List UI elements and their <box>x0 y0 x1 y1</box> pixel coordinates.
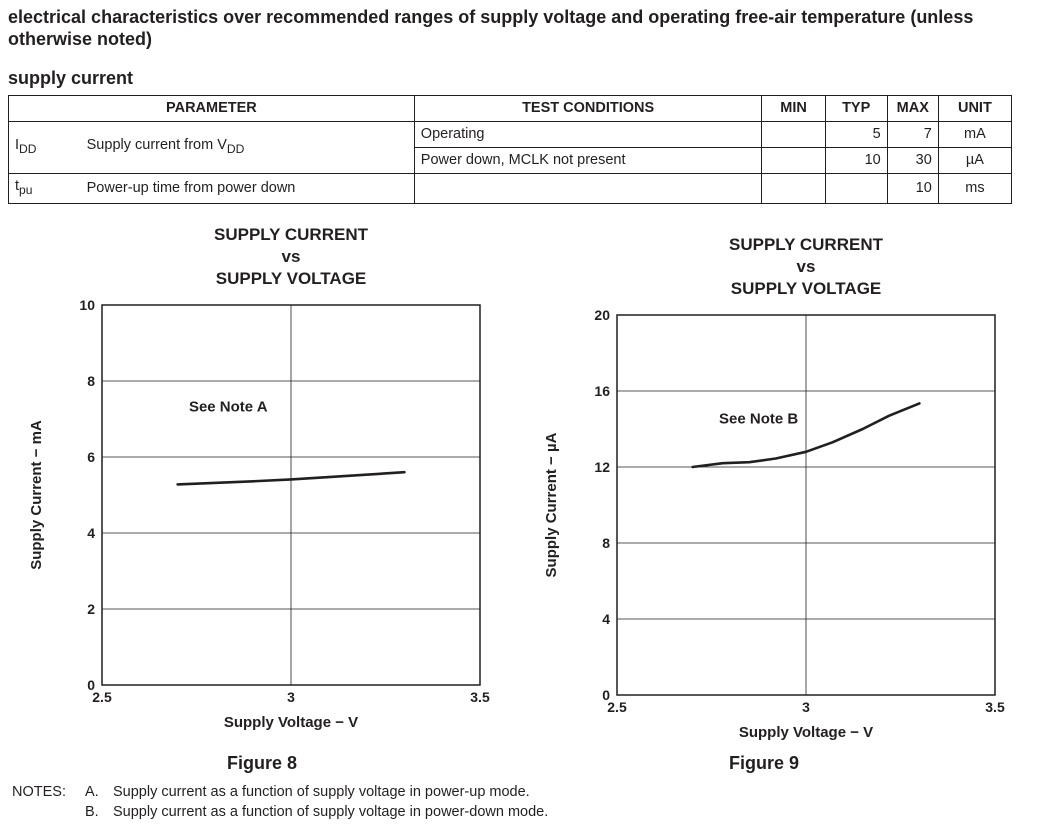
note-letter: B. <box>85 804 99 820</box>
y-tick-label: 10 <box>79 297 95 313</box>
table-header-row <box>9 96 1012 122</box>
min-value <box>762 148 825 174</box>
header-typ: TYP <box>825 96 887 122</box>
header-max: MAX <box>887 96 938 122</box>
figure-9-chart <box>515 228 1035 750</box>
chart-title-line: SUPPLY CURRENT <box>214 225 368 244</box>
unit-value: ms <box>938 174 1011 204</box>
chart-title-line: vs <box>281 247 301 266</box>
typ-value <box>825 174 887 204</box>
header-min: MIN <box>762 96 825 122</box>
param-symbol-idd: $I_{DD}$ <box>9 122 81 174</box>
y-tick-label: 8 <box>602 535 610 551</box>
subsection-heading: supply current <box>8 68 134 88</box>
y-tick-label: 4 <box>602 611 610 627</box>
chart-annotation: See Note B <box>719 410 799 428</box>
header-test-conditions: TEST CONDITIONS <box>414 96 762 122</box>
x-tick-label: 3 <box>802 699 810 715</box>
max-value: 10 <box>887 174 938 204</box>
param-description-idd: Supply current from $V_{DD}$ <box>81 122 415 174</box>
chart-title-line: SUPPLY CURRENT <box>729 235 883 254</box>
typ-value: 5 <box>825 122 887 148</box>
chart-title-line: SUPPLY VOLTAGE <box>215 269 367 288</box>
y-tick-label: 16 <box>594 383 610 399</box>
y-tick-label: 0 <box>602 687 610 703</box>
note-text: Supply current as a function of supply voltage in power-up mode. <box>113 784 530 800</box>
y-axis-label: Supply Current − mA <box>28 420 45 570</box>
note-letter: A. <box>85 784 99 800</box>
x-tick-label: 3 <box>287 689 295 705</box>
y-tick-label: 6 <box>87 449 95 465</box>
x-tick-label: 3.5 <box>470 689 490 705</box>
chart-title-line: SUPPLY VOLTAGE <box>730 279 882 298</box>
figure-9-caption: Figure 9 <box>728 753 799 773</box>
typ-value: 10 <box>825 148 887 174</box>
param-description-tpu: Power-up time from power down <box>81 174 415 204</box>
y-tick-label: 0 <box>87 677 95 693</box>
chart-annotation: See Note A <box>188 398 268 416</box>
notes <box>12 782 548 822</box>
unit-value: µA <box>938 148 1011 174</box>
y-axis-label: Supply Current − µA <box>543 432 560 578</box>
y-tick-label: 4 <box>87 525 95 541</box>
note-item <box>12 802 548 822</box>
header-unit: UNIT <box>938 96 1011 122</box>
x-tick-label: 3.5 <box>985 699 1005 715</box>
supply-current-table <box>8 95 1012 204</box>
figure-8-chart <box>0 218 520 740</box>
x-tick-label: 2.5 <box>92 689 112 705</box>
max-value: 30 <box>887 148 938 174</box>
chart-title-line: vs <box>796 257 816 276</box>
x-tick-label: 2.5 <box>607 699 627 715</box>
figure-8-caption: Figure 8 <box>226 753 297 773</box>
header-parameter: PARAMETER <box>9 96 415 122</box>
min-value <box>762 122 825 148</box>
x-axis-label: Supply Voltage − V <box>223 714 359 731</box>
note-text: Supply current as a function of supply voltage in power-down mode. <box>113 804 549 820</box>
notes-label: NOTES: <box>12 784 66 800</box>
table-row <box>9 174 1012 204</box>
test-condition: Power down, MCLK not present <box>414 148 762 174</box>
test-condition: Operating <box>414 122 762 148</box>
y-tick-label: 8 <box>87 373 95 389</box>
y-tick-label: 2 <box>87 601 95 617</box>
y-tick-label: 12 <box>594 459 610 475</box>
test-condition <box>414 174 762 204</box>
x-axis-label: Supply Voltage − V <box>738 724 874 741</box>
unit-value: mA <box>938 122 1011 148</box>
note-item <box>12 782 548 802</box>
max-value: 7 <box>887 122 938 148</box>
min-value <box>762 174 825 204</box>
section-heading: electrical characteristics over recommended ranges of supply voltage and operating free-air temperature (unless otherwise noted) <box>8 7 974 49</box>
table-row <box>9 122 1012 148</box>
param-symbol-tpu: $t_{pu}$ <box>9 174 81 204</box>
y-tick-label: 20 <box>594 307 610 323</box>
